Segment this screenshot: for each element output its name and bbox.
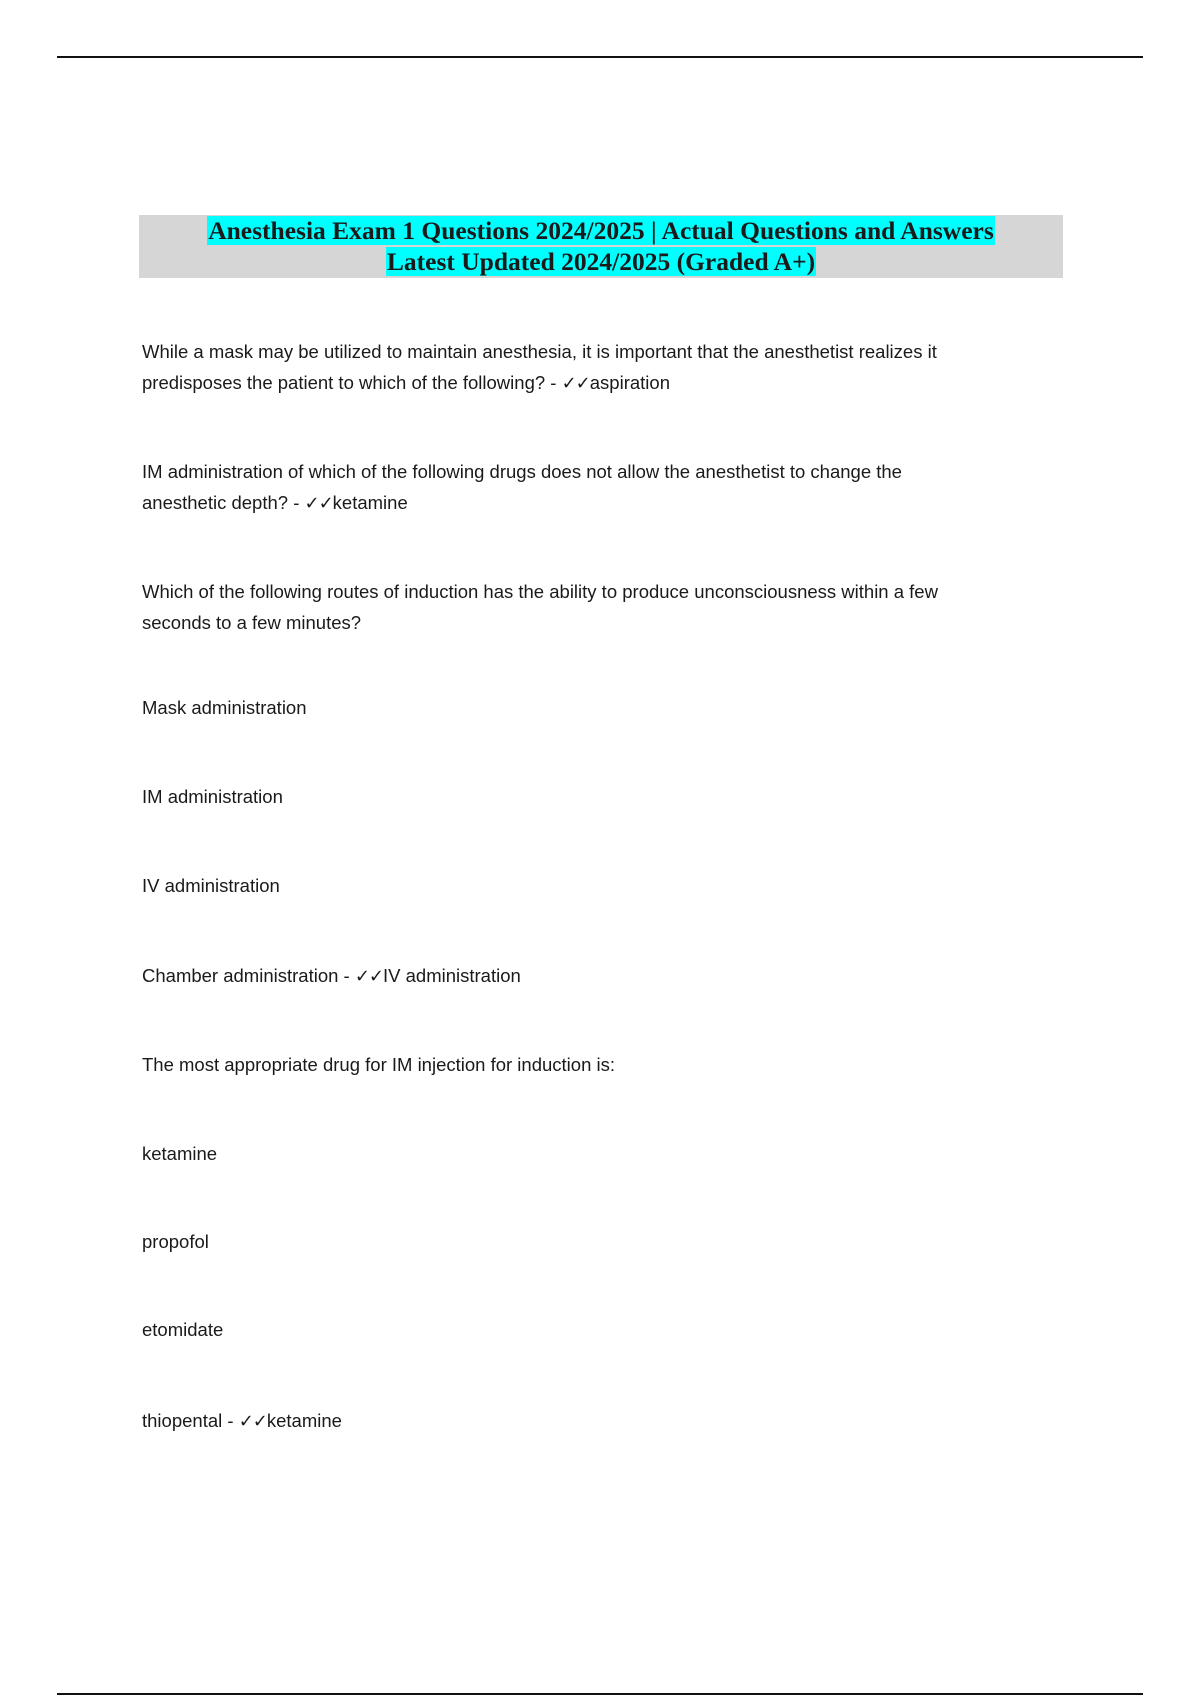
footer-rule <box>57 1693 1143 1695</box>
question-2: IM administration of which of the following drugs does not allow the anesthetist to change the anesthetic depth? - ✓✓ketamine <box>142 461 902 514</box>
option-item-with-answer: thiopental - ✓✓ketamine <box>142 1410 342 1432</box>
answer: ketamine <box>332 492 408 513</box>
option-item-with-answer: Chamber administration - ✓✓IV administration <box>142 965 521 987</box>
title-line-2: Latest Updated 2024/2025 (Graded A+) <box>386 247 816 276</box>
document-title <box>139 215 1063 278</box>
question-4: The most appropriate drug for IM injection for induction is: <box>142 1054 616 1075</box>
answer: aspiration <box>589 372 670 393</box>
option-item: IM administration <box>142 786 283 807</box>
answer: IV administration <box>383 965 521 986</box>
title-line-1: Anesthesia Exam 1 Questions 2024/2025 | Actual Questions and Answers <box>208 216 994 245</box>
check-icon: ✓✓ <box>238 1411 267 1432</box>
check-icon: ✓✓ <box>354 966 384 987</box>
option-item: etomidate <box>142 1319 224 1340</box>
answer: ketamine <box>266 1410 342 1431</box>
header-rule <box>57 56 1143 58</box>
option-item: ketamine <box>142 1143 218 1164</box>
check-icon: ✓✓ <box>304 493 333 514</box>
option-item: Mask administration <box>142 697 307 718</box>
option-item: propofol <box>142 1231 209 1252</box>
option-item: IV administration <box>142 875 280 896</box>
question-1: While a mask may be utilized to maintain anesthesia, it is important that the anesthetist realizes it predisposes the patient to which of the following? - ✓✓aspiration <box>142 341 937 394</box>
check-icon: ✓✓ <box>561 373 590 394</box>
question-3: Which of the following routes of induction has the ability to produce unconsciousness within a few seconds to a few minutes? <box>142 581 938 633</box>
